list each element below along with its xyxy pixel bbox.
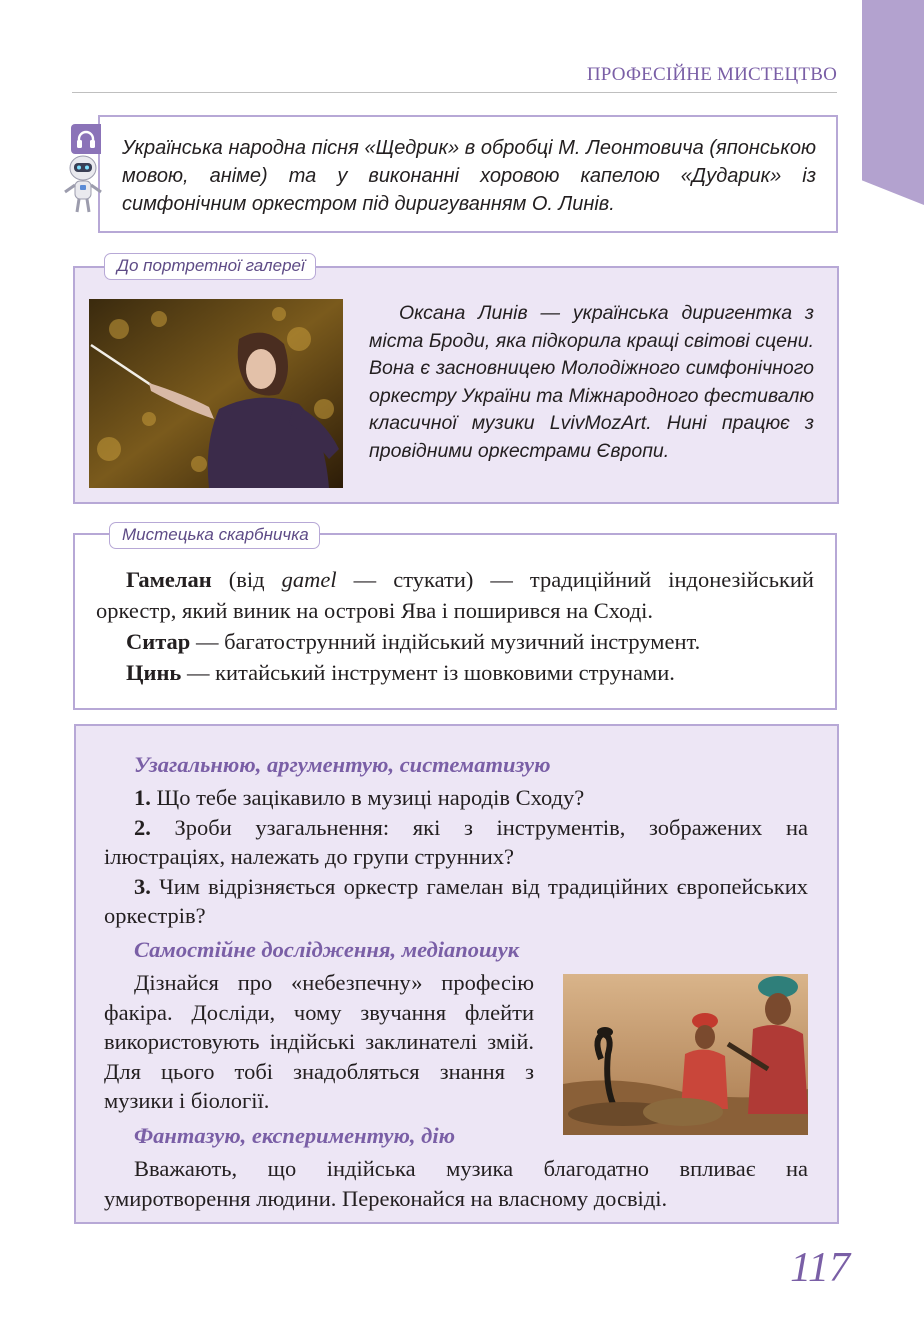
- section-heading-research: Самостійне дослідження, медіапошук: [134, 937, 520, 962]
- question-item: [104, 872, 808, 931]
- definition-text: — багатострунний індійський музичний інструмент.: [190, 629, 701, 654]
- section-heading-generalize: Узагальнюю, аргументую, систематизую: [134, 752, 551, 777]
- term-qin: Цинь: [126, 660, 182, 685]
- definition-text: — китайський інструмент із шовковими струнами.: [181, 660, 675, 685]
- running-head: ПРОФЕСІЙНЕ МИСТЕЦТВО: [586, 64, 837, 85]
- definition-sitar: [96, 626, 814, 657]
- term-sitar: Ситар: [126, 629, 191, 654]
- headphones-icon: [71, 124, 101, 154]
- definition-text: — стукати) — традиційний індонезійський оркестр, який виник на острові Ява і поширився на Сході.: [96, 567, 814, 623]
- definition-qin: [96, 657, 814, 688]
- corner-tab: [862, 0, 924, 205]
- header-divider: [72, 92, 837, 93]
- fantasy-paragraph: [104, 1154, 808, 1213]
- research-paragraph: [104, 968, 534, 1116]
- portrait-text-body: Оксана Линів — українська диригентка з міста Броди, яка підкорила кращі світові сцени. Вона є засновницею Молодіжного симфонічного оркестру України та Міжнародного фестивалю класичної музики LvivMozArt. Нині працює з провідними оркестрами Європи.: [369, 302, 814, 462]
- definition-text: (від: [211, 567, 282, 592]
- questions-list: [104, 783, 808, 931]
- question-item: [104, 783, 808, 813]
- question-text: Зроби узагальнення: які з інструментів, зображених на ілюстраціях, належать до групи струнних?: [104, 814, 808, 869]
- question-item: [104, 813, 808, 872]
- robot-icon: [58, 152, 108, 218]
- listening-box: [98, 115, 838, 233]
- question-number: 3.: [134, 873, 151, 899]
- question-number: 2.: [134, 814, 151, 840]
- definition-gamelan: [96, 564, 814, 626]
- art-treasury-label: Мистецька скарбничка: [109, 522, 320, 549]
- portrait-gallery-label: До портретної галереї: [104, 253, 316, 280]
- etymology-word: gamel: [281, 567, 337, 592]
- question-text: Що тебе зацікавило в музиці народів Сходу?: [150, 785, 585, 810]
- term-gamelan: Гамелан: [126, 567, 212, 592]
- fantasy-text: Вважають, що індійська музика благодатно впливає на умиротворення людини. Переконайся на власному досвіді.: [104, 1156, 808, 1211]
- question-number: 1.: [134, 785, 151, 810]
- question-text: Чим відрізняється оркестр гамелан від традиційних європейських оркестрів?: [104, 873, 808, 928]
- research-text: Дізнайся про «небезпечну» професію факіра. Досліди, чому звучання флейти використовують індійські заклинателі змій. Для цього тобі знадобляться знання з музики і біології.: [104, 970, 534, 1113]
- art-treasury-text: [96, 564, 814, 688]
- section-heading-fantasy: Фантазую, експериментую, дію: [134, 1123, 456, 1148]
- listening-text: Українська народна пісня «Щедрик» в обробці М. Леонтовича (японською мовою, аніме) та у виконанні хоровою капелою «Дударик» із симфонічним оркестром під диригуванням О. Линів.: [122, 137, 816, 215]
- snake-charmer-photo: [563, 974, 808, 1135]
- page-number: 117: [790, 1245, 850, 1291]
- conductor-photo: [89, 299, 343, 488]
- portrait-text: [369, 300, 814, 465]
